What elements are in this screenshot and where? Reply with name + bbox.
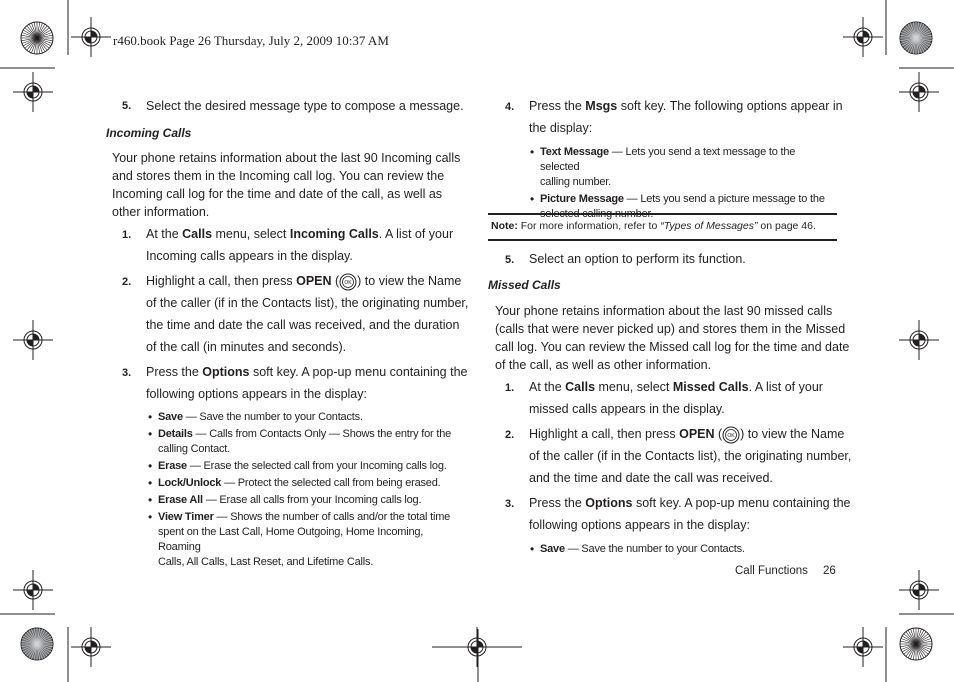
bold-term: OPEN bbox=[679, 427, 715, 441]
bullet-text: — Protect the selected call from being erased. bbox=[221, 477, 441, 489]
text: following options appears in the display: bbox=[146, 387, 367, 401]
bullet-term: View Timer bbox=[158, 511, 214, 523]
note-rule-bottom bbox=[488, 239, 837, 241]
bullet-text: — Erase the selected call from your Incoming calls log. bbox=[186, 460, 447, 472]
step-number: 1. bbox=[505, 382, 515, 394]
step-3 bbox=[146, 361, 467, 405]
bullet-item bbox=[148, 410, 458, 425]
bullet-item bbox=[148, 510, 458, 570]
bold-term: Incoming Calls bbox=[289, 227, 379, 241]
text: For more information, refer to bbox=[517, 220, 661, 232]
step-3 bbox=[529, 492, 850, 536]
registration-mark-icon bbox=[899, 72, 939, 112]
incoming-options-list bbox=[148, 410, 458, 572]
intro-line: and stores them in the Incoming call log. You can review the bbox=[112, 169, 445, 183]
color-starburst-icon bbox=[21, 22, 53, 54]
bullet-text: — Save the number to your Contacts. bbox=[182, 411, 363, 423]
bullet-icon: • bbox=[530, 192, 535, 206]
bold-term: OPEN bbox=[296, 274, 332, 288]
text: ( bbox=[714, 427, 723, 441]
text: ( bbox=[331, 274, 340, 288]
text: ) to view the Name bbox=[740, 427, 845, 441]
registration-mark-icon bbox=[843, 17, 883, 57]
text: soft key. The following options appear in bbox=[617, 99, 843, 113]
section-title-incoming-calls: Incoming Calls bbox=[106, 126, 192, 140]
intro-line: (calls that were never picked up) and stores them in the Missed bbox=[495, 322, 846, 336]
registration-mark-icon bbox=[71, 17, 111, 57]
text: of the call (in minutes and seconds). bbox=[146, 340, 347, 354]
step-number: 4. bbox=[505, 101, 515, 113]
bullet-item bbox=[530, 192, 830, 222]
text: Highlight a call, then press bbox=[529, 427, 680, 441]
bold-term: Options bbox=[202, 365, 250, 379]
bullet-icon: • bbox=[148, 459, 153, 473]
color-starburst-icon bbox=[900, 22, 932, 54]
step-text: Select an option to perform its function. bbox=[529, 252, 746, 266]
bullet-item bbox=[148, 476, 458, 491]
text: the time and date the call was received, and the duration bbox=[146, 318, 460, 332]
bold-term: Calls bbox=[565, 380, 596, 394]
text: on page 46. bbox=[757, 220, 816, 232]
intro-line: Your phone retains information about the last 90 missed calls bbox=[495, 304, 833, 318]
text: the display: bbox=[529, 121, 593, 135]
incoming-intro bbox=[112, 149, 460, 221]
missed-intro bbox=[495, 302, 849, 374]
text: following options appears in the display: bbox=[529, 518, 750, 532]
intro-line: Incoming call log for the time and date of the call, as well as bbox=[112, 187, 443, 201]
bullet-icon: • bbox=[148, 476, 153, 490]
bullet-term: Picture Message bbox=[540, 193, 624, 205]
bullet-icon: • bbox=[148, 410, 153, 424]
cross-reference: “Types of Messages” bbox=[660, 220, 758, 232]
text: . A list of your bbox=[378, 227, 454, 241]
text: menu, select bbox=[212, 227, 290, 241]
text: missed calls appears in the display. bbox=[529, 402, 725, 416]
note-label: Note: bbox=[491, 220, 518, 232]
step-1 bbox=[146, 223, 453, 267]
step-number: 5. bbox=[505, 254, 515, 266]
bullet-item bbox=[148, 427, 458, 457]
step-number: 3. bbox=[122, 367, 132, 379]
text: Press the bbox=[529, 99, 586, 113]
text: Press the bbox=[146, 365, 203, 379]
bullet-term: Save bbox=[540, 543, 565, 555]
bullet-text: calling Contact. bbox=[158, 443, 231, 455]
text: soft key. A pop-up menu containing the bbox=[632, 496, 851, 510]
bullet-term: Erase All bbox=[158, 494, 203, 506]
page-number: 26 bbox=[823, 565, 836, 577]
intro-line: call log. You can review the Missed call log for the time and date bbox=[495, 340, 850, 354]
intro-line: of the call, as well as other information. bbox=[495, 358, 712, 372]
footer-section: Call Functions bbox=[735, 565, 808, 577]
step-number: 5. bbox=[122, 100, 132, 112]
step-number: 1. bbox=[122, 229, 132, 241]
bullet-icon: • bbox=[530, 145, 535, 159]
text: soft key. A pop-up menu containing the bbox=[249, 365, 468, 379]
registration-mark-icon bbox=[13, 320, 53, 360]
svg-text:OK: OK bbox=[344, 279, 352, 286]
registration-mark-icon bbox=[13, 72, 53, 112]
bullet-item bbox=[530, 145, 830, 190]
missed-options-list bbox=[530, 542, 830, 559]
bullet-text: — Erase all calls from your Incoming calls log. bbox=[202, 494, 422, 506]
registration-mark-icon bbox=[899, 320, 939, 360]
bullet-icon: • bbox=[148, 427, 153, 441]
section-title-missed-calls: Missed Calls bbox=[488, 278, 561, 292]
registration-mark-icon bbox=[13, 570, 53, 610]
text: . A list of your bbox=[748, 380, 823, 394]
color-starburst-icon bbox=[900, 628, 932, 660]
registration-mark-icon bbox=[899, 570, 939, 610]
bullet-text: spent on the Last Call, Home Outgoing, Home Incoming, Roaming bbox=[158, 526, 424, 553]
text: Press the bbox=[529, 496, 586, 510]
bullet-term: Text Message bbox=[540, 146, 609, 158]
text: Highlight a call, then press bbox=[146, 274, 297, 288]
text: Incoming calls appears in the display. bbox=[146, 249, 353, 263]
bullet-item bbox=[530, 542, 830, 557]
bold-term: Msgs bbox=[585, 99, 618, 113]
text: and the time and date the call was received. bbox=[529, 471, 773, 485]
bullet-text: — Lets you send a picture message to the bbox=[623, 193, 825, 205]
step-number: 3. bbox=[505, 498, 515, 510]
step-1 bbox=[529, 376, 823, 420]
bullet-item bbox=[148, 459, 458, 474]
text: At the bbox=[529, 380, 566, 394]
bullet-text: — Save the number to your Contacts. bbox=[564, 543, 745, 555]
bullet-text: — Shows the number of calls and/or the total time bbox=[213, 511, 451, 523]
bullet-text: Calls, All Calls, Last Reset, and Lifetime Calls. bbox=[158, 556, 374, 568]
registration-mark-icon bbox=[71, 627, 111, 667]
text: ) to view the Name bbox=[357, 274, 462, 288]
bullet-icon: • bbox=[148, 510, 153, 524]
bullet-icon: • bbox=[530, 542, 535, 556]
color-starburst-icon bbox=[21, 628, 53, 660]
note bbox=[491, 220, 816, 232]
bullet-term: Save bbox=[158, 411, 183, 423]
step-4 bbox=[529, 95, 843, 139]
bullet-icon: • bbox=[148, 493, 153, 507]
step-number: 2. bbox=[122, 276, 132, 288]
ok-key-icon bbox=[722, 426, 740, 444]
step-2 bbox=[529, 423, 851, 489]
print-header: r460.book Page 26 Thursday, July 2, 2009 10:37 AM bbox=[113, 33, 389, 48]
bullet-text: — Lets you send a text message to the selected bbox=[540, 146, 796, 173]
bold-term: Calls bbox=[182, 227, 213, 241]
intro-line: other information. bbox=[112, 205, 210, 219]
note-rule-top bbox=[488, 213, 837, 215]
intro-line: Your phone retains information about the last 90 Incoming calls bbox=[112, 151, 461, 165]
text: At the bbox=[146, 227, 183, 241]
bold-term: Missed Calls bbox=[672, 380, 749, 394]
text: menu, select bbox=[595, 380, 673, 394]
step-2 bbox=[146, 270, 468, 358]
step-text: Select the desired message type to compose a message. bbox=[146, 99, 464, 113]
bullet-item bbox=[148, 493, 458, 508]
bullet-term: Details bbox=[158, 428, 193, 440]
text: of the caller (if in the Contacts list), the originating number, bbox=[146, 296, 469, 310]
bullet-text: — Calls from Contacts Only — Shows the entry for the bbox=[192, 428, 452, 440]
text: of the caller (if in the Contacts list), the originating number, bbox=[529, 449, 852, 463]
step-number: 2. bbox=[505, 429, 515, 441]
bullet-term: Lock/Unlock bbox=[158, 477, 222, 489]
bold-term: Options bbox=[585, 496, 633, 510]
registration-mark-icon bbox=[843, 627, 883, 667]
ok-key-icon bbox=[339, 273, 357, 291]
bullet-text: calling number. bbox=[540, 176, 611, 188]
bullet-term: Erase bbox=[158, 460, 187, 472]
svg-text:OK: OK bbox=[727, 432, 735, 439]
